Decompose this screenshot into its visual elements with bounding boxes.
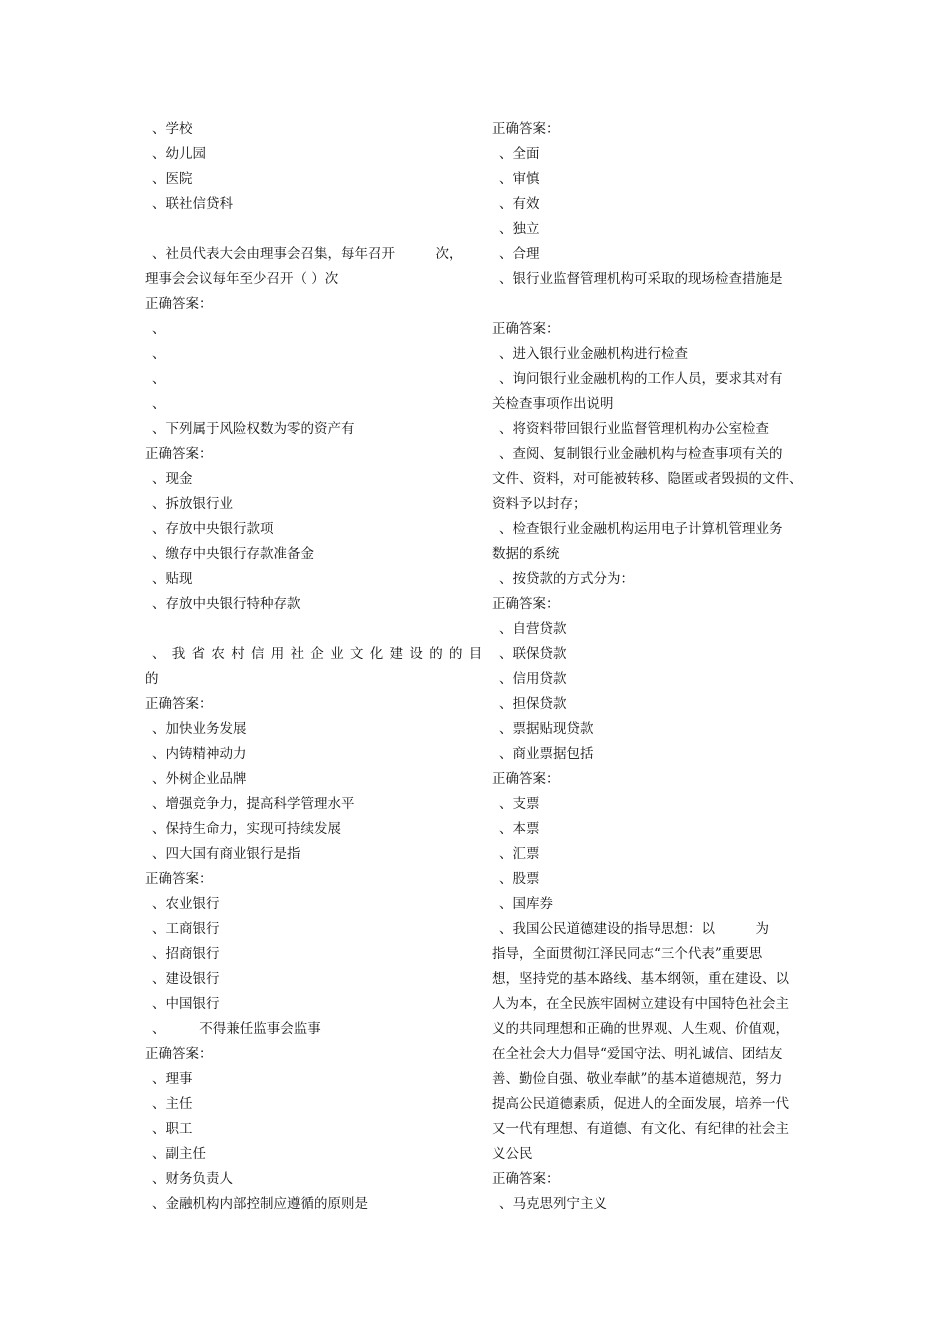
answer-label: 正确答案： [145,446,213,462]
option-accelerate: 、加快业务发展 [152,721,247,737]
option-spirit: 、内铸精神动力 [152,746,247,762]
option-review-cont: 文件、资料，对可能被转移、隐匿或者毁损的文件、 [492,471,803,487]
option-treasury: 、国库券 [499,896,553,912]
option-head: 、主任 [152,1096,193,1112]
question-internal-control: 、金融机构内部控制应遵循的原则是 [152,1196,368,1212]
question-member-meeting-cont: 理事会会议每年至少召开（ ）次 [145,271,339,287]
option-compete: 、增强竞争力，提高科学管理水平 [152,796,355,812]
answer-label: 正确答案： [145,871,213,887]
option-bill-loan: 、票据贴现贷款 [499,721,594,737]
question-onsite: 、银行业监督管理机构可采取的现场检查措施是 [499,271,783,287]
option-ccb: 、建设银行 [152,971,220,987]
option-deputy: 、副主任 [152,1146,206,1162]
question-morality-cont: 义公民 [492,1146,533,1162]
option-interbank: 、拆放银行业 [152,496,233,512]
spacer [492,292,810,317]
answer-label: 正确答案： [492,771,560,787]
option-director: 、理事 [152,1071,193,1087]
question-morality: 、我国公民道德建设的指导思想：以 为 [499,921,769,937]
spacer [145,217,463,242]
option-icbc: 、工商银行 [152,921,220,937]
option-review-cont: 资料予以封存； [492,496,587,512]
question-big-four: 、四大国有商业银行是指 [152,846,301,862]
option-stock: 、股票 [499,871,540,887]
option-central-deposit: 、存放中央银行款项 [152,521,274,537]
question-morality-cont: 又一代有理想、有道德、有文化、有纪律的社会主 [492,1121,789,1137]
question-culture: 、我省农村信用社企业文化建设的的目 [152,646,489,662]
option-check: 、支票 [499,796,540,812]
option-kindergarten: 、幼儿园 [152,146,206,162]
option-credit-loan: 、信用贷款 [499,671,567,687]
option-comprehensive: 、全面 [499,146,540,162]
option-review: 、查阅、复制银行业金融机构与检查事项有关的 [499,446,783,462]
option-inquire-cont: 关检查事项作出说明 [492,396,614,412]
option-blank: 、 [152,346,166,362]
option-blank: 、 [152,396,166,412]
answer-label: 正确答案： [145,1046,213,1062]
option-marxism: 、马克思列宁主义 [499,1196,607,1212]
question-bills: 、商业票据包括 [499,746,594,762]
question-member-meeting: 、社员代表大会由理事会召集，每年召开 次， [152,246,463,262]
option-independent: 、独立 [499,221,540,237]
question-morality-cont: 指导，全面贯彻江泽民同志“三个代表”重要思 [492,946,763,962]
question-supervisor: 、 不得兼任监事会监事 [152,1021,321,1037]
left-column [145,117,489,1217]
question-morality-cont: 提高公民道德素质，促进人的全面发展，培养一代 [492,1096,789,1112]
option-reasonable: 、合理 [499,246,540,262]
option-staff: 、职工 [152,1121,193,1137]
option-abc: 、农业银行 [152,896,220,912]
question-risk-weight: 、下列属于风险权数为零的资产有 [152,421,355,437]
option-discount: 、贴现 [152,571,193,587]
answer-label: 正确答案： [145,296,213,312]
question-morality-cont: 人为本，在全民族牢固树立建设有中国特色社会主 [492,996,789,1012]
question-culture-cont: 的 [145,671,159,687]
option-self-loan: 、自营贷款 [499,621,567,637]
option-boc: 、中国银行 [152,996,220,1012]
option-school: 、学校 [152,121,193,137]
question-morality-cont: 义的共同理想和正确的世界观、人生观、价值观， [492,1021,789,1037]
option-take-docs: 、将资料带回银行业监督管理机构办公室检查 [499,421,769,437]
option-promissory: 、本票 [499,821,540,837]
question-loan-method: 、按贷款的方式分为： [499,571,634,587]
option-system: 、检查银行业金融机构运用电子计算机管理业务 [499,521,783,537]
option-inquire: 、询问银行业金融机构的工作人员，要求其对有 [499,371,783,387]
option-effective: 、有效 [499,196,540,212]
option-hospital: 、医院 [152,171,193,187]
answer-label: 正确答案： [492,1171,560,1187]
option-credit-dept: 、联社信贷科 [152,196,233,212]
option-cash: 、现金 [152,471,193,487]
option-reserve: 、缴存中央银行存款准备金 [152,546,314,562]
option-joint-loan: 、联保贷款 [499,646,567,662]
option-draft: 、汇票 [499,846,540,862]
spacer [145,617,463,642]
answer-label: 正确答案： [492,321,560,337]
option-system-cont: 数据的系统 [492,546,560,562]
question-morality-cont: 想，坚持党的基本路线、基本纲领，重在建设、以 [492,971,789,987]
option-enter: 、进入银行业金融机构进行检查 [499,346,688,362]
option-guarantee-loan: 、担保贷款 [499,696,567,712]
option-special-deposit: 、存放中央银行特种存款 [152,596,301,612]
option-blank: 、 [152,371,166,387]
option-brand: 、外树企业品牌 [152,771,247,787]
answer-label: 正确答案： [145,696,213,712]
option-sustain: 、保持生命力，实现可持续发展 [152,821,341,837]
answer-label: 正确答案： [492,121,560,137]
option-prudent: 、审慎 [499,171,540,187]
question-morality-cont: 在全社会大力倡导“爱国守法、明礼诚信、团结友 [492,1046,783,1062]
option-finance: 、财务负责人 [152,1171,233,1187]
option-cmb: 、招商银行 [152,946,220,962]
answer-label: 正确答案： [492,596,560,612]
option-blank: 、 [152,321,166,337]
question-morality-cont: 善、勤俭自强、敬业奉献”的基本道德规范，努力 [492,1071,783,1087]
right-column [492,117,810,1217]
